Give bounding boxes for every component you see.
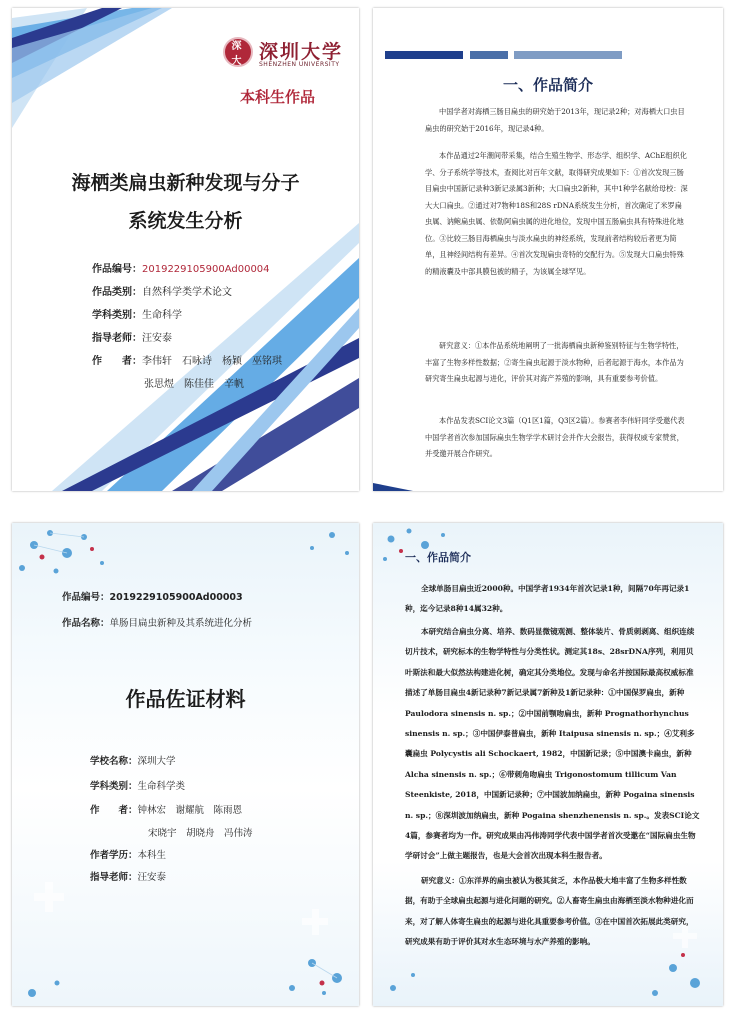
intro-page-2 [373,8,723,491]
p3-field-discipline: 学科类别：生命科学类 [90,781,186,792]
field-authors-line-2: 张思煜 陈佳佳 辛帆 [144,379,244,390]
university-name-en: SHENZHEN UNIVERSITY [259,61,340,68]
field-discipline: 学科类别：生命科学 [92,310,182,321]
p3-field-authors: 作 者：钟林宏 谢耀航 陈雨恩 [90,805,243,816]
header-bar-1 [385,51,463,59]
p3-field-education: 作者学历：本科生 [90,850,167,861]
university-name-cn: 深圳大学 [259,41,344,63]
intro-paragraph-4: 本作品发表SCI论文3篇（Q1区1篇，Q3区2篇）。参赛者李伟轩同学受邀代表中国学者首次参加国际扁虫生物学学术研讨会并作大会报告，获得权威专家赞赏，并受邀开展合作研究。 [425,416,685,458]
cover-page-1 [12,8,359,491]
footer-stripes-graphic [373,463,723,491]
p4-section-title: 一、作品简介 [405,551,471,564]
field-advisor: 指导老师：汪安泰 [92,333,172,344]
university-logo [223,37,253,67]
header-bar-3 [514,51,622,59]
p4-paragraph-3: 研究意义：①东洋界的扁虫被认为极其贫乏，本作品极大地丰富了生物多样性数据，有助于全球扁虫起源与进化问题的研究。②人畜寄生扁虫由海栖至淡水物种进化而来，对了解人体寄生扁虫的起源与进化具重要参考价值。③在中国首次拓展此类研究，研究成果有助于评价其对水生态环境与水产养殖的影响。 [405,876,694,947]
cover-stripes-graphic [12,8,359,491]
p3-field-advisor: 指导老师：汪安泰 [90,872,167,883]
p4-paragraph-2: 本研究结合扁虫分离、培养、数码显微镜观测、整体装片、骨质刺剥离、组织连续切片技术，研究标本的生物学特性与分类性状。测定其18s、28srDNA序列，利用贝叶斯法和最大似然法构建进化树，确定其分类地位。发现与命名并按国际最高权威标准描述了单肠目扁虫4新记录种7新记录属7新种及1新记录种：①中国保罗扁虫，新种 Paulodora sinensis n. sp.；②中国前颚吻扁虫，新种 Prognathorhynchus sinensis n. sp.；③中国伊泰普扁虫，新种 Itaipusa sinensis n. sp.；④艾利多囊扁虫 Polycystis ali Schockaert, 1982，中国新记录；⑤中国澳卡扁虫，新种 Alcha sinensis n. sp.；⑥带刺角吻扁虫 Trigonostomum tillicum Van Steenkiste, 2018，中国新记录种；⑦中国波加纳扁虫，新种 Pogaina sinensis n. sp.；⑧深圳波加纳扁虫，新种 Pogaina shenzhenensis n. sp.。发表SCI论文4篇，参赛者均为一作。研究成果由冯伟涛同学代表中国学者首次受邀在“国际扁虫生物学研讨会”上做主题报告，也是大会首次出现本科生报告者。 [405,627,700,861]
p3-field-work-number: 作品编号：2019229105900Ad00003 [62,592,243,603]
p3-field-authors-line-2: 宋晓宇 胡晓舟 冯伟涛 [148,828,253,839]
logo-text: 深大 [231,41,242,67]
field-authors: 作 者：李伟轩 石咏诗 杨颖 巫铭琪 [92,356,282,367]
field-work-number: 作品编号：2019229105900Ad00004 [92,264,270,275]
p3-field-work-name: 作品名称：单肠目扁虫新种及其系统进化分析 [62,618,253,629]
work-title-line-2: 系统发生分析 [128,210,243,232]
intro-paragraph-3: 研究意义：①本作品系统地阐明了一批海栖扁虫新种鉴别特征与生物学特性，丰富了生物多样性数据；②寄生扁虫起源于淡水物种，后者起源于海水，本作品为研究寄生扁虫起源与进化，评价其对海产养殖的影响，具有重要参考价值。 [425,341,684,383]
evidence-title: 作品佐证材料 [125,687,246,711]
field-work-category: 作品类别：自然科学类学术论文 [92,287,232,298]
intro-paragraph-1: 中国学者对海栖三肠目扁虫的研究始于2013年，现记录2种；对海栖大口虫目扁虫的研究始于2016年，现记录4种。 [425,107,685,133]
header-bar-2 [470,51,508,59]
intro-page-4 [373,523,723,1006]
undergrad-work-badge: 本科生作品 [240,88,316,106]
section-title: 一、作品简介 [502,76,593,94]
work-title-line-1: 海栖类扁虫新种发现与分子 [71,172,300,194]
p4-paragraph-1: 全球单肠目扁虫近2000种。中国学者1934年首次记录1种，间隔70年再记录1种，迄今记录8种14属32种。 [405,584,690,614]
p3-field-school: 学校名称：深圳大学 [90,756,176,767]
intro-paragraph-2: 本作品通过2年潮间带采集，结合生殖生物学、形态学、组织学、AChE组织化学、分子系统学等技术，查阅比对百年文献，取得研究成果如下：①首次发现三肠目扁虫中国新记录种3新记录属3新种；大口扁虫2新种，其中1种学名献给母校：深大大口扁虫。②通过对7物种18S和28S rDNA系统发生分析，首次确定了米罗扁虫属、讷鲍扁虫属、依勒阿扁虫属的进化地位，发现中国五肠扁虫具有特殊进化地位。③比较三肠目海栖扁虫与淡水扁虫的神经系统，发现前者结构较后者更为简单，且神经间结构有差异。④首次发现扁虫奇特的交配行为。⑤发现大口扁虫特殊的精液囊及中部具膜包被的精子，为该属全球罕见。 [425,151,688,276]
evidence-cover-page-3 [12,523,359,1006]
